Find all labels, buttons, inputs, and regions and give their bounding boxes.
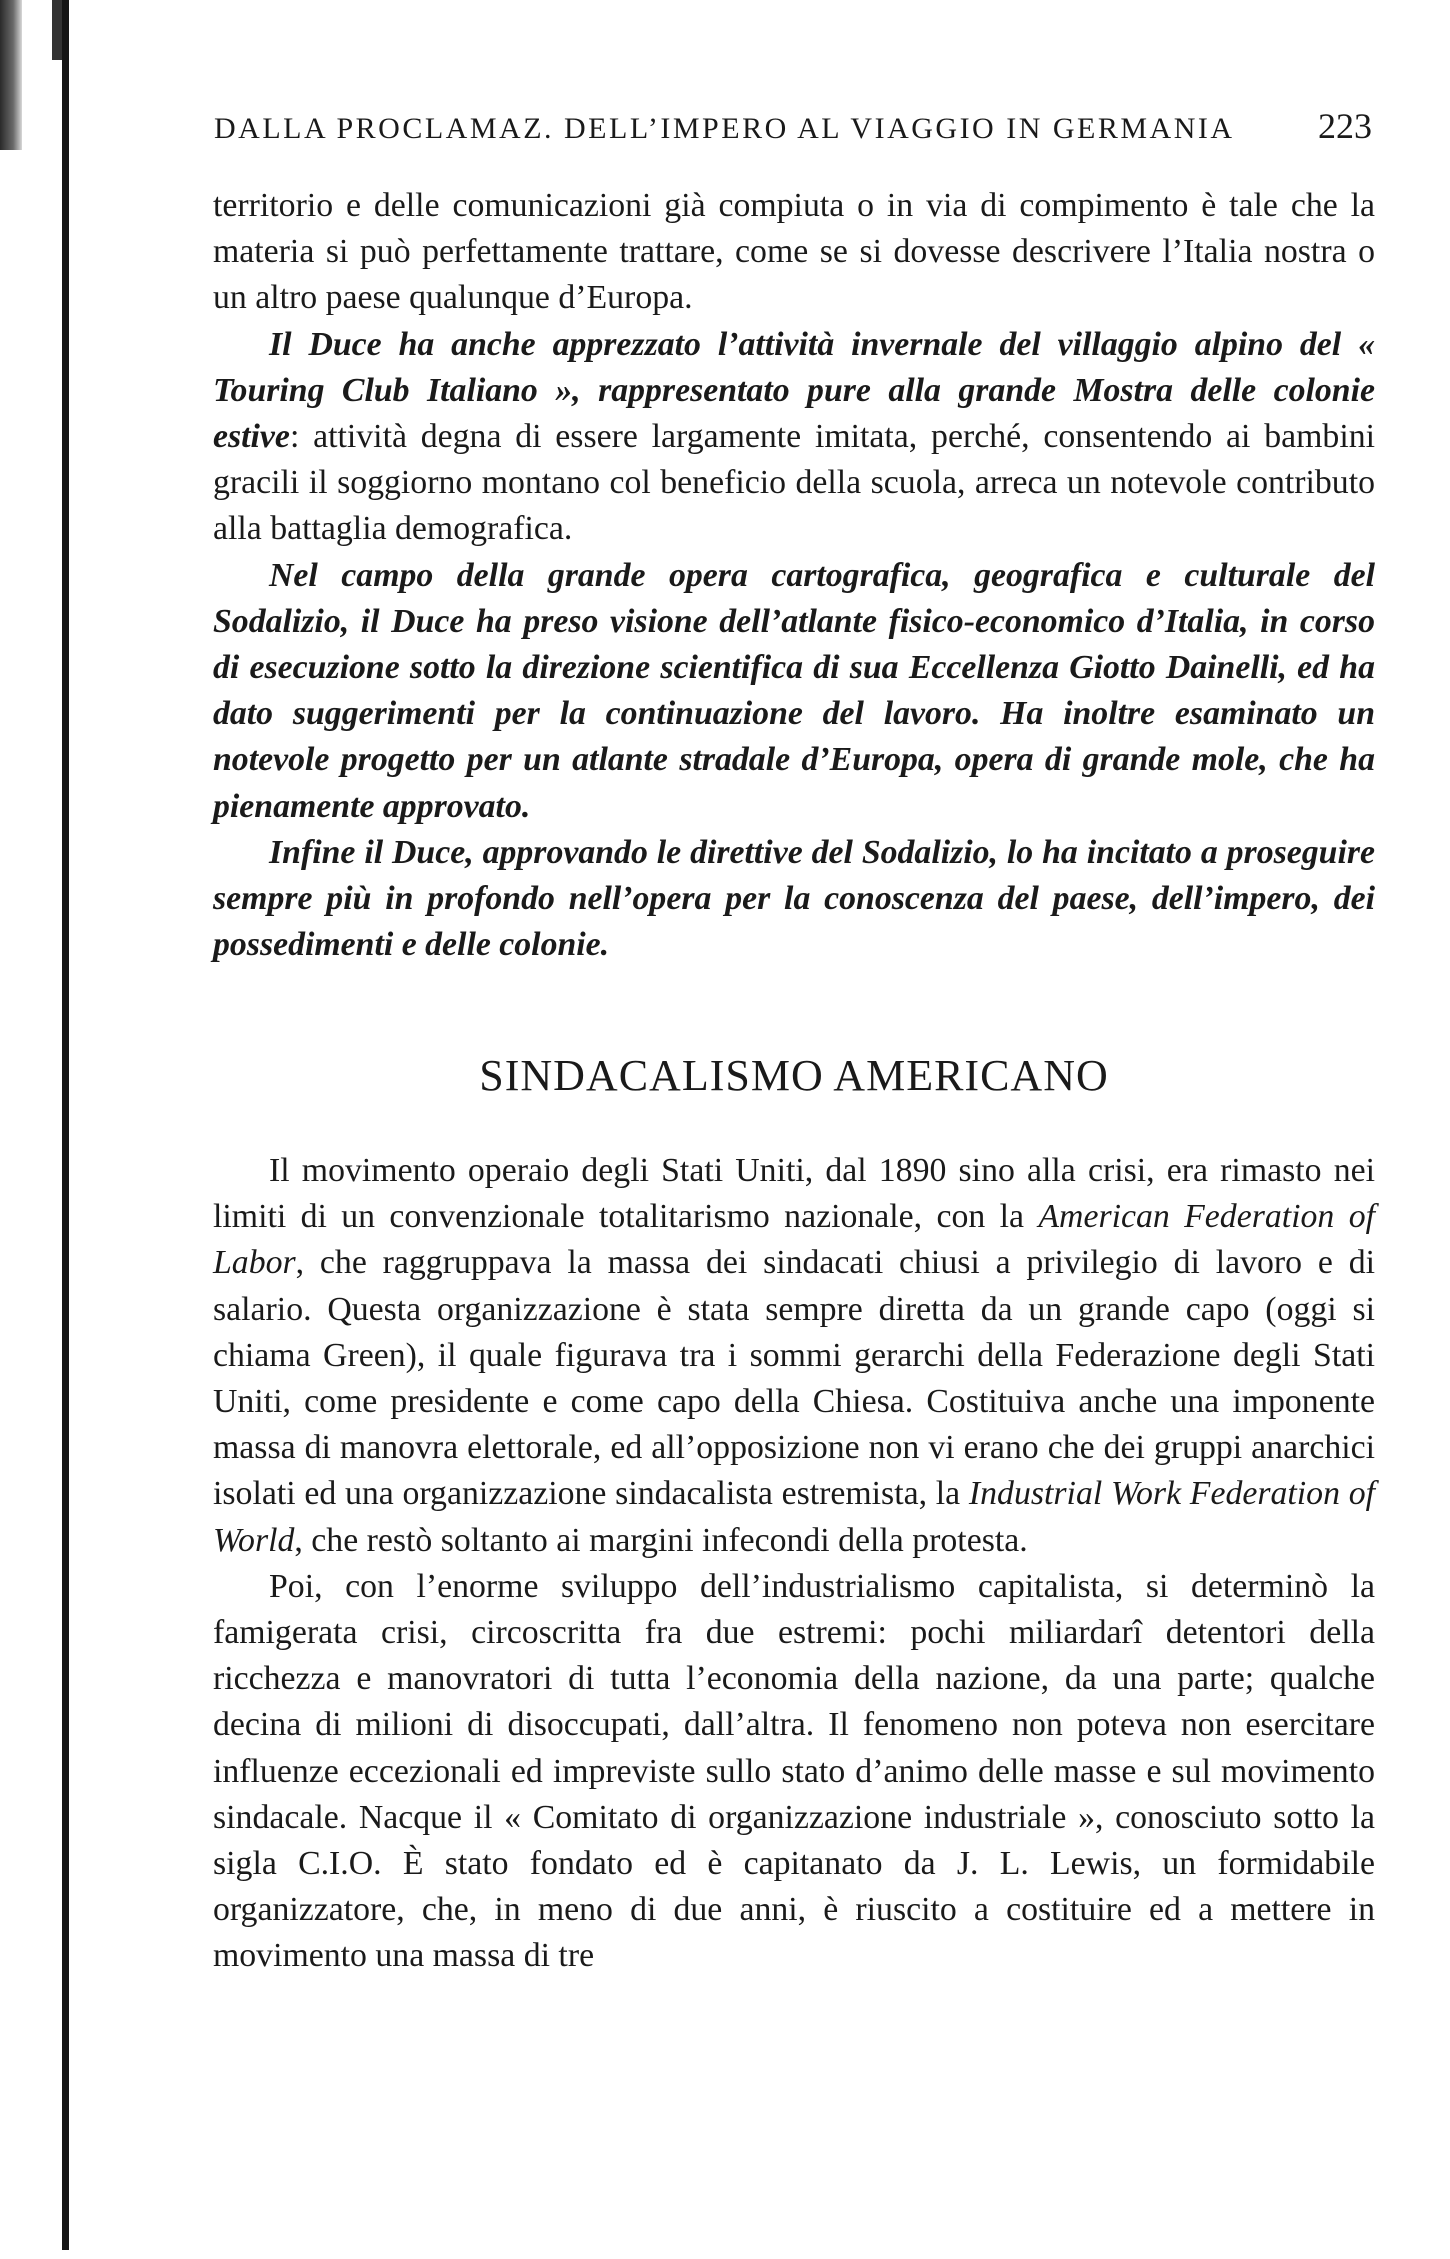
section-title: SINDACALISMO AMERICANO bbox=[479, 1051, 1109, 1100]
paragraph-5 bbox=[213, 1148, 1375, 1564]
paragraph-6: Poi, con l’enorme sviluppo dell’industrialismo capitalista, si determinò la famigerata crisi, circoscritta fra due estremi: pochi miliardarî detentori della ricchezza e manovratori di tutta l’economia della nazione, da una parte; qualche decina di milioni di disoccupati, dall’altra. Il fenomeno non poteva non esercitare influenze eccezionali ed impreviste sullo stato d’animo delle masse e sul movimento sindacale. Nacque il « Comitato di organizzazione industriale », conosciuto sotto la sigla C.I.O. È stato fondato ed è capitanato da J. L. Lewis, un formidabile organizzatore, che, in meno di due anni, è riuscito a costituire ed a mettere in movimento una massa di tre bbox=[213, 1567, 1375, 1975]
running-header bbox=[214, 105, 1372, 165]
paragraph-4: Infine il Duce, approvando le direttive del Sodalizio, lo ha incitato a proseguire sempre più in profondo nell’opera per la conoscenza del paese, dell’impero, dei possedimenti e delle colonie. bbox=[213, 833, 1375, 964]
paragraph-5-afl: American Federation of Labor bbox=[213, 1198, 1375, 1282]
paragraph-5-part-a: Il movimento operaio degli Stati Uniti, dal 1890 sino alla crisi, era rimasto nei limiti di un convenzionale totalitarismo nazionale, con la bbox=[213, 1152, 1375, 1236]
paragraph-3: Nel campo della grande opera cartografica, geografica e culturale del Sodalizio, il Duce ha preso visione dell’atlante fisico-economico d’Italia, in corso di esecuzione sotto la direzione scientifica di sua Eccellenza Giotto Dainelli, ed ha dato suggerimenti per la continuazione del lavoro. Ha inoltre esaminato un notevole progetto per un atlante stradale d’Europa, opera di grande mole, che ha pienamente approvato. bbox=[213, 556, 1375, 825]
page-number: 223 bbox=[1318, 106, 1372, 146]
paragraph-5-iwfw: Industrial Work Federation of World bbox=[213, 1475, 1375, 1559]
paragraph-5-part-c: , che raggruppava la massa dei sindacati chiusi a privilegio di lavoro e di salario. Questa organizzazione è stata sempre diretta da un grande capo (oggi si chiama Green), il quale figurava tra i sommi gerarchi della Federazione degli Stati Uniti, come presidente e come capo della Chiesa. Costituiva anche una imponente massa di manovra elettorale, ed all’opposizione non vi erano che dei gruppi anarchici isolati ed una organizzazione sindacalista estremista, la bbox=[213, 1244, 1375, 1513]
paragraph-2 bbox=[213, 322, 1375, 553]
bottom-text-block bbox=[213, 1148, 1375, 1980]
paragraph-1: territorio e delle comunicazioni già compiuta o in via di compimento è tale che la materia si può perfettamente trattare, come se si dovesse descrivere l’Italia nostra o un altro paese qualunque d’Europa. bbox=[213, 187, 1375, 317]
binding-edge-line bbox=[62, 0, 69, 2250]
binding-shadow bbox=[0, 0, 22, 150]
paragraph-5-part-e: , che restò soltanto ai margini infecondi della protesta. bbox=[294, 1521, 1028, 1559]
binding-mark bbox=[52, 0, 62, 60]
paragraph-2-italic: Il Duce ha anche apprezzato l’attività invernale del villaggio alpino del « Touring Club Italiano », rappresentato pure alla grande Mostra delle colonie estive bbox=[213, 325, 1375, 456]
running-title: DALLA PROCLAMAZ. DELL’IMPERO AL VIAGGIO IN GERMANIA bbox=[214, 112, 1235, 145]
paragraph-2-roman: : attività degna di essere largamente imitata, perché, consentendo ai bambini gracili il soggiorno montano col beneficio della scuola, arreca un notevole contributo alla battaglia demografica. bbox=[213, 418, 1375, 548]
top-text-block bbox=[213, 183, 1375, 968]
